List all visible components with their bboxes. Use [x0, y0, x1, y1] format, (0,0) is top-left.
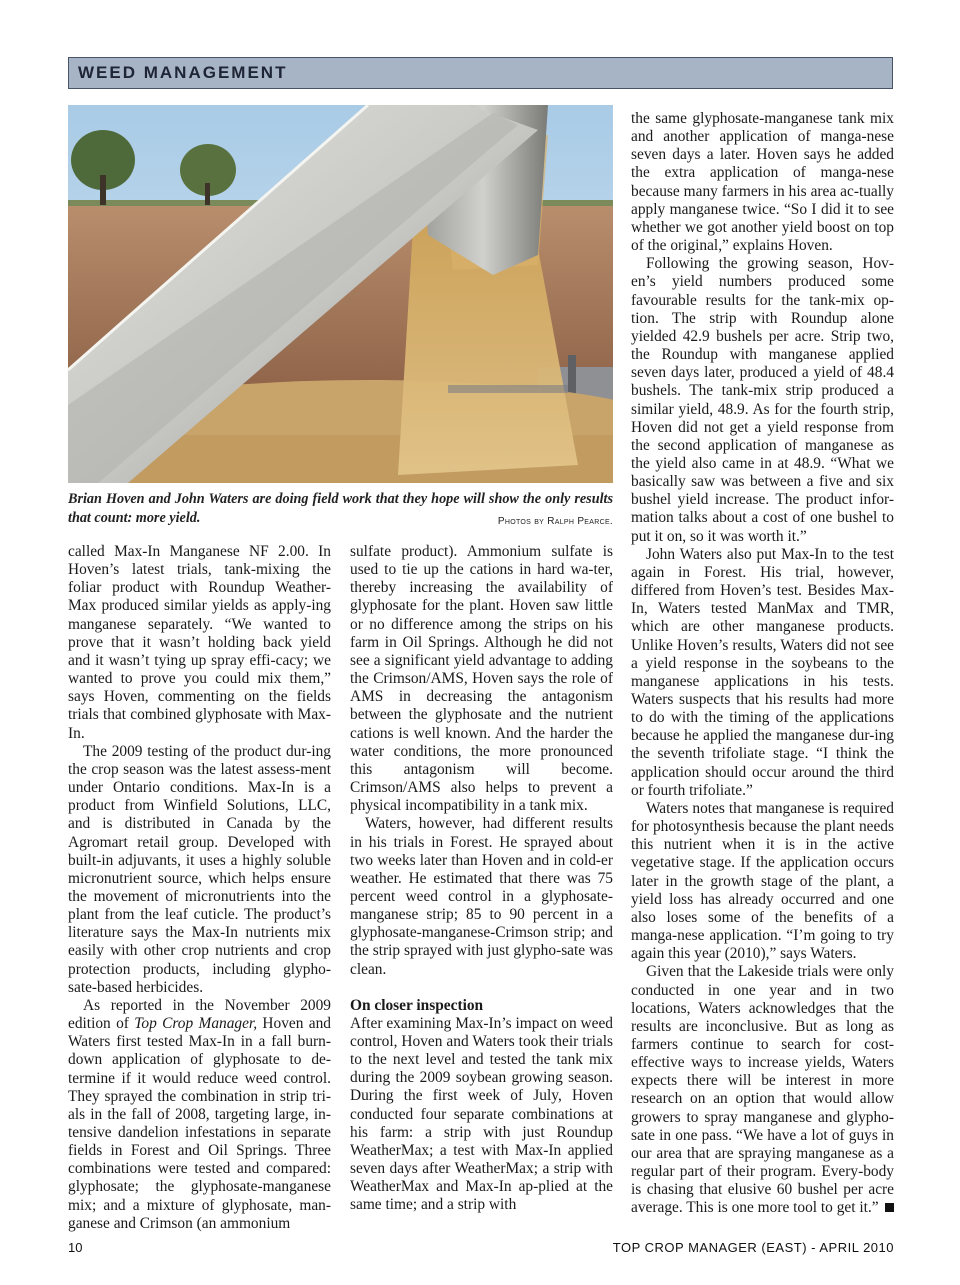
caption-text: Brian Hoven and John Waters are doing field work that they hope will show the only results that count: more yield. — [68, 491, 613, 526]
publication-title: Top Crop Manager, — [134, 1015, 258, 1033]
page-footer — [68, 1240, 894, 1260]
paragraph: Following the growing season, Hov-en’s yield numbers produced some favourable results for the tank-mix op-tion. The strip with Roundup alone yielded 42.9 bushels per acre. Strip two, the Roundup with manganese applied seven days later, produced a yield of 48.4 bushels. The tank-mix strip produced a similar yield, 48.9. As for the fourth strip, Hoven did not get a yield response from the second application of manganese as the yield also came in at 48.9. “What we basically saw was between a five and six bushel yield increase. The product infor-mation talks about a cost of one bushel to put it on, so it was worth it.” — [631, 255, 894, 545]
paragraph: Given that the Lakeside trials were only conducted in one year and in two locations, Waters acknowledges that the results are inconclusive. But as long as farmers continue to search for cost-effective ways to increase yields, Waters expects there will be interest in more research on an option that would allow growers to spray manganese and glypho-sate in one pass. “We have a lot of guys in our area that are spraying manganese as a regular part of their program. Every-body is chasing that elusive 60 bushel per acre average. This is one more tool to get it.” — [631, 963, 894, 1217]
grain-auger-photo — [68, 105, 613, 483]
article-photo — [68, 105, 613, 483]
article-column-1 — [68, 543, 331, 1233]
paragraph: The 2009 testing of the product dur-ing the crop season was the latest assess-ment under Ontario conditions. Max-In is a product from Winfield Solutions, LLC, and is distributed in Canada by the Agromart retail group. Developed with built-in adjuvants, it uses a highly soluble micronutrient source, which helps ensure the movement of micronutrients into the plant from the leaf cuticle. The product’s literature says the Max-In nutrients mix easily with other crop nutrients and crop protection products, including glypho-sate-based herbicides. — [68, 742, 331, 996]
page-number: 10 — [68, 1240, 83, 1255]
subheading: On closer inspection — [350, 996, 484, 1014]
section-header — [68, 57, 893, 89]
paragraph: After examining Max-In’s impact on weed control, Hoven and Waters took their trials to the next level and tested the tank mix during the 2009 soybean growing season. During the first week of July, Hoven conducted four separate combinations at his farm: a strip with just Roundup WeatherMax; a test with Max-In applied seven days after WeatherMax; a strip with WeatherMax and Max-In ap-plied at the same time; and a strip with — [350, 1014, 613, 1214]
paragraph: sulfate product). Ammonium sulfate is used to tie up the cations in hard wa-ter, thereby increasing the availability of glyphosate for the plant. Hoven saw little or no difference among the strips on his farm in Oil Springs. Although he did not see a significant yield advantage to adding the Crimson/AMS, Hoven says the role of AMS in decreasing the antagonism between the glyphosate and the nutrient cations is well known. And the harder the water conditions, the more pronounced this antagonism will become. Crimson/AMS also helps to prevent a physical incompatibility in a tank mix. — [350, 543, 613, 815]
article-column-3 — [631, 110, 894, 1218]
end-of-article-mark — [885, 1203, 894, 1212]
paragraph: called Max-In Manganese NF 2.00. In Hoven’s latest trials, tank-mixing the foliar product with Roundup Weather-Max produced similar yields as apply-ing manganese separately. “We wanted to prove that it wasn’t holding back yield and it wasn’t tying up spray effi-cacy; we wanted to prove you could mix them,” says Hoven, commenting on the fields trials that combined glyphosate with Max-In. — [68, 543, 331, 742]
paragraph: Waters notes that manganese is required for photosynthesis because the plant needs this nutrient when it is in the active vegetative stage. If the application occurs later in the growth stage of the plant, a yield loss has already occurred and one also loses some of the benefits of a manga-nese application. “I’m going to try again this year (2010),” says Waters. — [631, 799, 894, 963]
paragraph: John Waters also put Max-In to the test again in Forest. His trial, however, differed from Hoven’s test. Besides Max-In, Waters tested ManMax and TMR, which are other manganese products. Unlike Hoven’s results, Waters did not see a yield response in the soybeans to the manganese applications in his tests. Waters suspects that his results had more to do with the timing of the applications because he applied the manganese dur-ing the seventh trifoliate stage. “I think the application should occur around the third or fourth trifoliate.” — [631, 545, 894, 799]
photo-credit: Photos by Ralph Pearce. — [497, 516, 613, 527]
publication-name: TOP CROP MANAGER (EAST) - APRIL 2010 — [612, 1240, 894, 1255]
paragraph: the same glyphosate-manganese tank mix and another application of manga-nese seven days a later. Hoven says he added the extra application of manga-nese because many farmers in his area ac-tually apply manganese twice. “So I did it to see whether we got another yield boost on top of the original,” explains Hoven. — [631, 110, 894, 255]
section-title: WEED MANAGEMENT — [78, 63, 288, 82]
article-column-2 — [350, 543, 613, 1214]
photo-caption — [68, 490, 613, 531]
paragraph: Waters, however, had different results in his trials in Forest. He sprayed about two weeks later than Hoven and in cold-er weather. He estimated that there was 75 percent weed control in a glyphosate-manganese strip; 85 to 90 percent in a glyphosate-manganese-Crimson strip; and the strip sprayed with just glypho-sate was clean. — [350, 815, 613, 978]
paragraph: As reported in the November 2009 edition of Top Crop Manager, Hoven and Waters first tested Max-In in a fall burn-down application of glyphosate to de-termine if it would reduce weed control. They sprayed the combination in strip tri-als in the fall of 2008, targeting large, in-tensive dandelion infestations in separate fields in Forest and Oil Springs. Three combinations were tested and compared: glyphosate; the glyphosate-manganese mix; and a mixture of glyphosate, man-ganese and Crimson (an ammonium — [68, 996, 331, 1232]
